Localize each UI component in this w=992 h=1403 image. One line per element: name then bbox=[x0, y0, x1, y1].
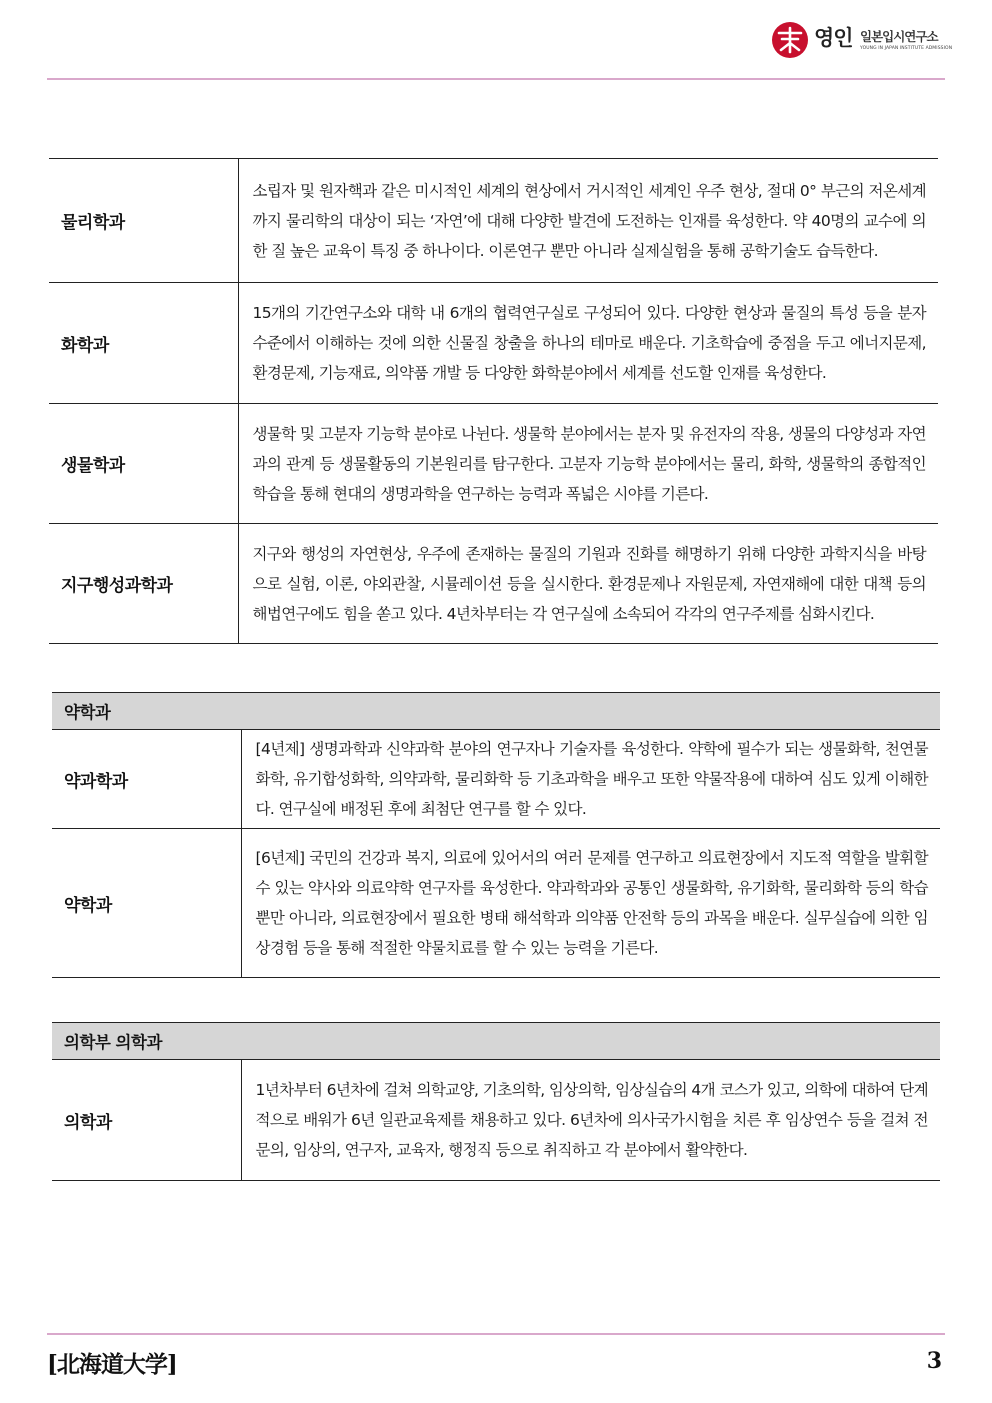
department-description: [4년제] 생명과학과 신약과학 분야의 연구자나 기술자를 육성한다. 약학에 필수가 되는 생물화학, 천연물화학, 유기합성화학, 의약과학, 물리화학 등 기초과학을 배우고 또한 약물작용에 대하여 심도 있게 이해한다. 연구실에 배정된 후에 최첨단 연구를 할 수 있다. bbox=[255, 740, 929, 818]
logo-sub-text: 일본입시연구소 bbox=[860, 29, 938, 44]
section-header-row bbox=[52, 1023, 940, 1060]
table-row bbox=[52, 1060, 940, 1181]
section-header-row bbox=[52, 693, 940, 730]
department-description: 15개의 기간연구소와 대학 내 6개의 협력연구실로 구성되어 있다. 다양한 현상과 물질의 특성 등을 분자수준에서 이해하는 것에 의한 신물질 창출을 하나의 테마로 배운다. 기초학습에 중점을 두고 에너지문제, 환경문제, 기능재료, 의약품 개발 등 다양한 화학분야에서 세계를 선도할 인재를 육성한다. bbox=[252, 304, 926, 382]
table-row bbox=[49, 159, 938, 283]
logo bbox=[770, 20, 953, 62]
department-name: 물리학과 bbox=[49, 159, 238, 283]
section-title: 의학부 의학과 bbox=[52, 1023, 940, 1060]
department-name: 생물학과 bbox=[49, 404, 238, 524]
science-departments-table bbox=[49, 158, 938, 644]
department-description: [6년제] 국민의 건강과 복지, 의료에 있어서의 여러 문제를 연구하고 의료현장에서 지도적 역할을 발휘할 수 있는 약사와 의료약학 연구자를 육성한다. 약과학과와 공통인 생물화학, 유기화학, 물리화학 등의 학습뿐만 아니라, 의료현장에서 필요한 병태 해석학과 의약품 안전학 등의 과목을 배운다. 실무실습에 의한 임상경험 등을 통해 적절한 약물치료를 할 수 있는 능력을 기른다. bbox=[255, 849, 929, 957]
department-description: 지구와 행성의 자연현상, 우주에 존재하는 물질의 기원과 진화를 해명하기 위해 다양한 과학지식을 바탕으로 실험, 이론, 야외관찰, 시뮬레이션 등을 실시한다. 환경문제나 자원문제, 자연재해에 대한 대책 등의 해법연구에도 힘을 쏟고 있다. 4년차부터는 각 연구실에 소속되어 각각의 연구주제를 심화시킨다. bbox=[252, 544, 926, 623]
table-row bbox=[49, 404, 938, 524]
department-name: 지구행성과학과 bbox=[49, 524, 238, 644]
footer-university-title: [北海道大学] bbox=[47, 1351, 177, 1378]
department-name: 약과학과 bbox=[52, 730, 241, 829]
department-description: 생물학 및 고분자 기능학 분야로 나뉜다. 생물학 분야에서는 분자 및 유전자의 작용, 생물의 다양성과 자연과의 관계 등 생물활동의 기본원리를 탐구한다. 고분자 기능학 분야에서는 물리, 화학, 생물학의 종합적인 학습을 통해 현대의 생명과학을 연구하는 능력과 폭넓은 시야를 기른다. bbox=[252, 424, 926, 503]
department-description: 소립자 및 원자핵과 같은 미시적인 세계의 현상에서 거시적인 세계인 우주 현상, 절대 0° 부근의 저온세계까지 물리학의 대상이 되는 ‘자연’에 대해 다양한 발견에 도전하는 인재를 육성한다. 약 40명의 교수에 의한 질 높은 교육이 특징 중 하나이다. 이론연구 뿐만 아니라 실제실험을 통해 공학기술도 습득한다. bbox=[252, 181, 926, 260]
table-row bbox=[52, 730, 940, 829]
logo-main-text: 영인 bbox=[814, 26, 853, 50]
table-row bbox=[52, 829, 940, 978]
section-title: 약학과 bbox=[52, 693, 940, 730]
department-name: 의학과 bbox=[52, 1060, 241, 1181]
department-name: 약학과 bbox=[52, 829, 241, 978]
logo-english-text: YOUNG IN JAPAN INSTITUTE ADMISSION bbox=[860, 46, 953, 51]
logo-mark-icon bbox=[770, 20, 810, 60]
footer-rule bbox=[47, 1333, 945, 1335]
table-row bbox=[49, 283, 938, 404]
page-number: 3 bbox=[926, 1348, 942, 1374]
pharmacy-table bbox=[52, 692, 940, 978]
department-description: 1년차부터 6년차에 걸쳐 의학교양, 기초의학, 임상의학, 임상실습의 4개 코스가 있고, 의학에 대하여 단계적으로 배워가 6년 일관교육제를 채용하고 있다. 6년차에 의사국가시험을 치른 후 임상연수 등을 걸쳐 전문의, 임상의, 연구자, 교육자, 행정직 등으로 취직하고 각 분야에서 활약한다. bbox=[255, 1081, 929, 1159]
department-name: 화학과 bbox=[49, 283, 238, 404]
medicine-table bbox=[52, 1022, 940, 1181]
header-rule bbox=[47, 78, 945, 80]
table-row bbox=[49, 524, 938, 644]
